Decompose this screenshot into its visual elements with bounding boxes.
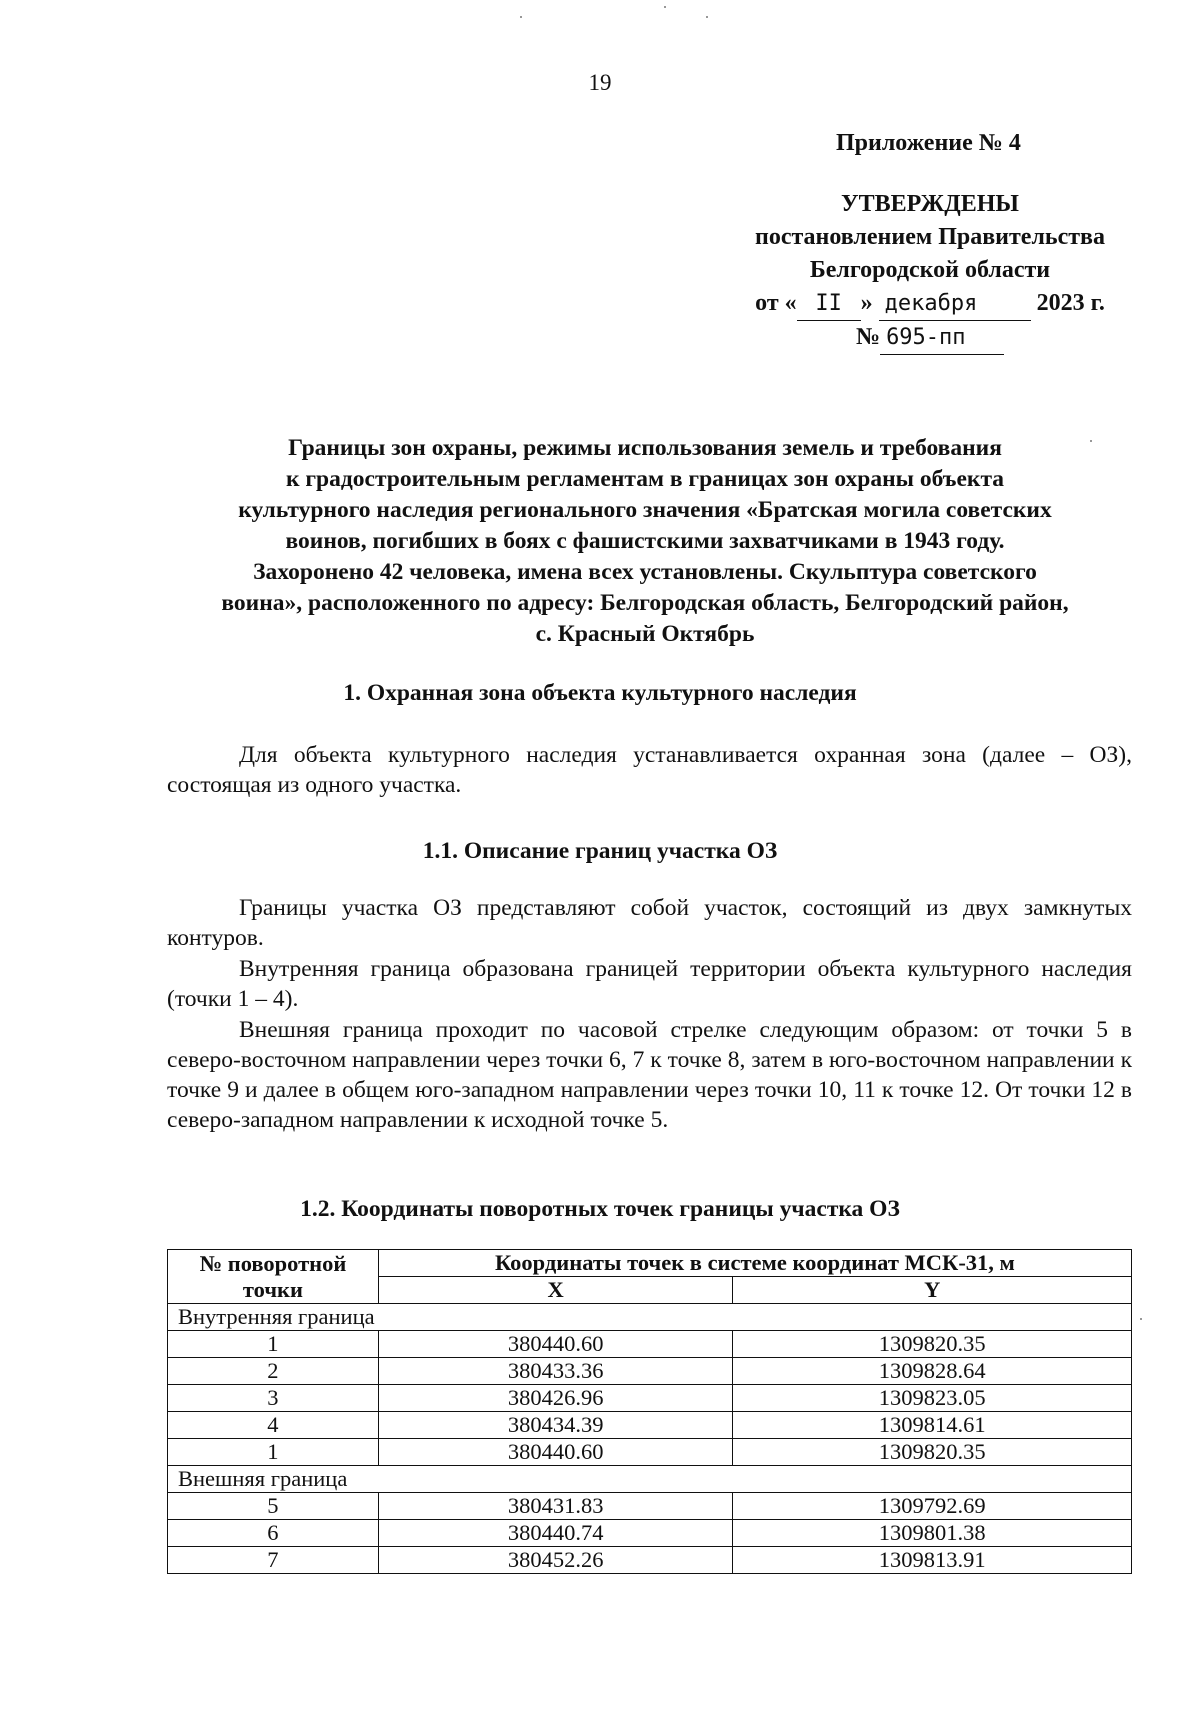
table-row xyxy=(168,1493,1132,1520)
section-1-1-paragraph-1: Границы участка ОЗ представляют собой участок, состоящий из двух замкнутых контуров. xyxy=(167,895,1132,951)
group-label-outer: Внешняя граница xyxy=(168,1466,1132,1493)
scan-speck xyxy=(706,16,708,18)
table-row xyxy=(168,1331,1132,1358)
cell-y: 1309820.35 xyxy=(733,1331,1132,1358)
approval-date-line xyxy=(720,287,1140,321)
table-row xyxy=(168,1385,1132,1412)
section-1-heading: 1. Охранная зона объекта культурного наследия xyxy=(343,680,857,706)
table-row xyxy=(168,1547,1132,1574)
cell-point: 6 xyxy=(168,1520,379,1547)
document-title xyxy=(160,433,1130,650)
section-1-paragraph: Для объекта культурного наследия устанавливается охранная зона (далее – ОЗ), состоящая из одного участка. xyxy=(167,742,1132,798)
cell-x: 380440.74 xyxy=(378,1520,733,1547)
date-prefix: от « xyxy=(755,290,797,316)
table-row xyxy=(168,1520,1132,1547)
header-coordinates: Координаты точек в системе координат МСК-31, м xyxy=(378,1250,1131,1277)
approval-line-2: постановлением Правительства xyxy=(754,224,1105,250)
cell-point: 5 xyxy=(168,1493,379,1520)
number-prefix: № xyxy=(855,324,881,350)
section-1-1-paragraph-3: Внешняя граница проходит по часовой стрелке следующим образом: от точки 5 в северо-восточном направлении через точки 6, 7 к точке 8, затем в юго-восточном направлении к точке 9 и далее в общем юго-западном направлении через точки 10, 11 к точке 12. От точки 12 в северо-западном направлении к исходной точке 5. xyxy=(167,1017,1132,1133)
cell-point: 1 xyxy=(168,1331,379,1358)
table-group-row xyxy=(168,1304,1132,1331)
date-day-handwritten: II xyxy=(797,287,861,321)
cell-x: 380431.83 xyxy=(378,1493,733,1520)
approval-line-3: Белгородской области xyxy=(809,257,1051,283)
cell-y: 1309814.61 xyxy=(733,1412,1132,1439)
table-row xyxy=(168,1412,1132,1439)
approval-line-1: УТВЕРЖДЕНЫ xyxy=(841,191,1019,217)
appendix-label: Приложение № 4 xyxy=(836,130,1021,156)
title-line: воина», расположенного по адресу: Белгородская область, Белгородский район, xyxy=(221,590,1069,616)
title-line: культурного наследия регионального значения «Братская могила советских xyxy=(238,497,1052,523)
scan-speck xyxy=(520,16,522,18)
date-month-handwritten: декабря xyxy=(879,287,1031,321)
title-line: к градостроительным регламентам в границах зон охраны объекта xyxy=(285,466,1005,492)
header-point-number: № поворотной точки xyxy=(168,1250,379,1304)
approval-number-line xyxy=(720,321,1140,355)
date-mid: » xyxy=(860,290,873,316)
cell-point: 7 xyxy=(168,1547,379,1574)
coordinates-table xyxy=(167,1249,1132,1574)
header-x: X xyxy=(378,1277,733,1304)
cell-y: 1309792.69 xyxy=(733,1493,1132,1520)
number-handwritten: 695-пп xyxy=(880,321,1004,355)
cell-y: 1309801.38 xyxy=(733,1520,1132,1547)
title-line: Границы зон охраны, режимы использования земель и требования xyxy=(288,435,1002,461)
title-line: с. Красный Октябрь xyxy=(535,621,755,647)
cell-x: 380426.96 xyxy=(378,1385,733,1412)
cell-x: 380440.60 xyxy=(378,1331,733,1358)
section-1-1-heading: 1.1. Описание границ участка ОЗ xyxy=(422,838,778,864)
section-1-2-heading: 1.2. Координаты поворотных точек границы участка ОЗ xyxy=(300,1196,900,1222)
cell-x: 380440.60 xyxy=(378,1439,733,1466)
table-group-row xyxy=(168,1466,1132,1493)
cell-x: 380434.39 xyxy=(378,1412,733,1439)
cell-y: 1309828.64 xyxy=(733,1358,1132,1385)
table-row xyxy=(168,1358,1132,1385)
header-y: Y xyxy=(733,1277,1132,1304)
group-label-inner: Внутренняя граница xyxy=(168,1304,1132,1331)
cell-point: 4 xyxy=(168,1412,379,1439)
title-line: Захоронено 42 человека, имена всех установлены. Скульптура советского xyxy=(253,559,1037,585)
cell-y: 1309823.05 xyxy=(733,1385,1132,1412)
cell-x: 380433.36 xyxy=(378,1358,733,1385)
date-year: 2023 г. xyxy=(1036,290,1105,316)
cell-point: 3 xyxy=(168,1385,379,1412)
cell-y: 1309820.35 xyxy=(733,1439,1132,1466)
scan-speck xyxy=(1140,1318,1142,1320)
section-1-1-paragraph-2: Внутренняя граница образована границей территории объекта культурного наследия (точки 1 – 4). xyxy=(167,956,1132,1012)
approval-block xyxy=(720,188,1140,355)
cell-point: 1 xyxy=(168,1439,379,1466)
cell-point: 2 xyxy=(168,1358,379,1385)
cell-y: 1309813.91 xyxy=(733,1547,1132,1574)
table-row xyxy=(168,1439,1132,1466)
page-number: 19 xyxy=(588,70,612,95)
cell-x: 380452.26 xyxy=(378,1547,733,1574)
scan-speck xyxy=(664,6,666,8)
title-line: воинов, погибших в боях с фашистскими захватчиками в 1943 году. xyxy=(285,528,1005,554)
